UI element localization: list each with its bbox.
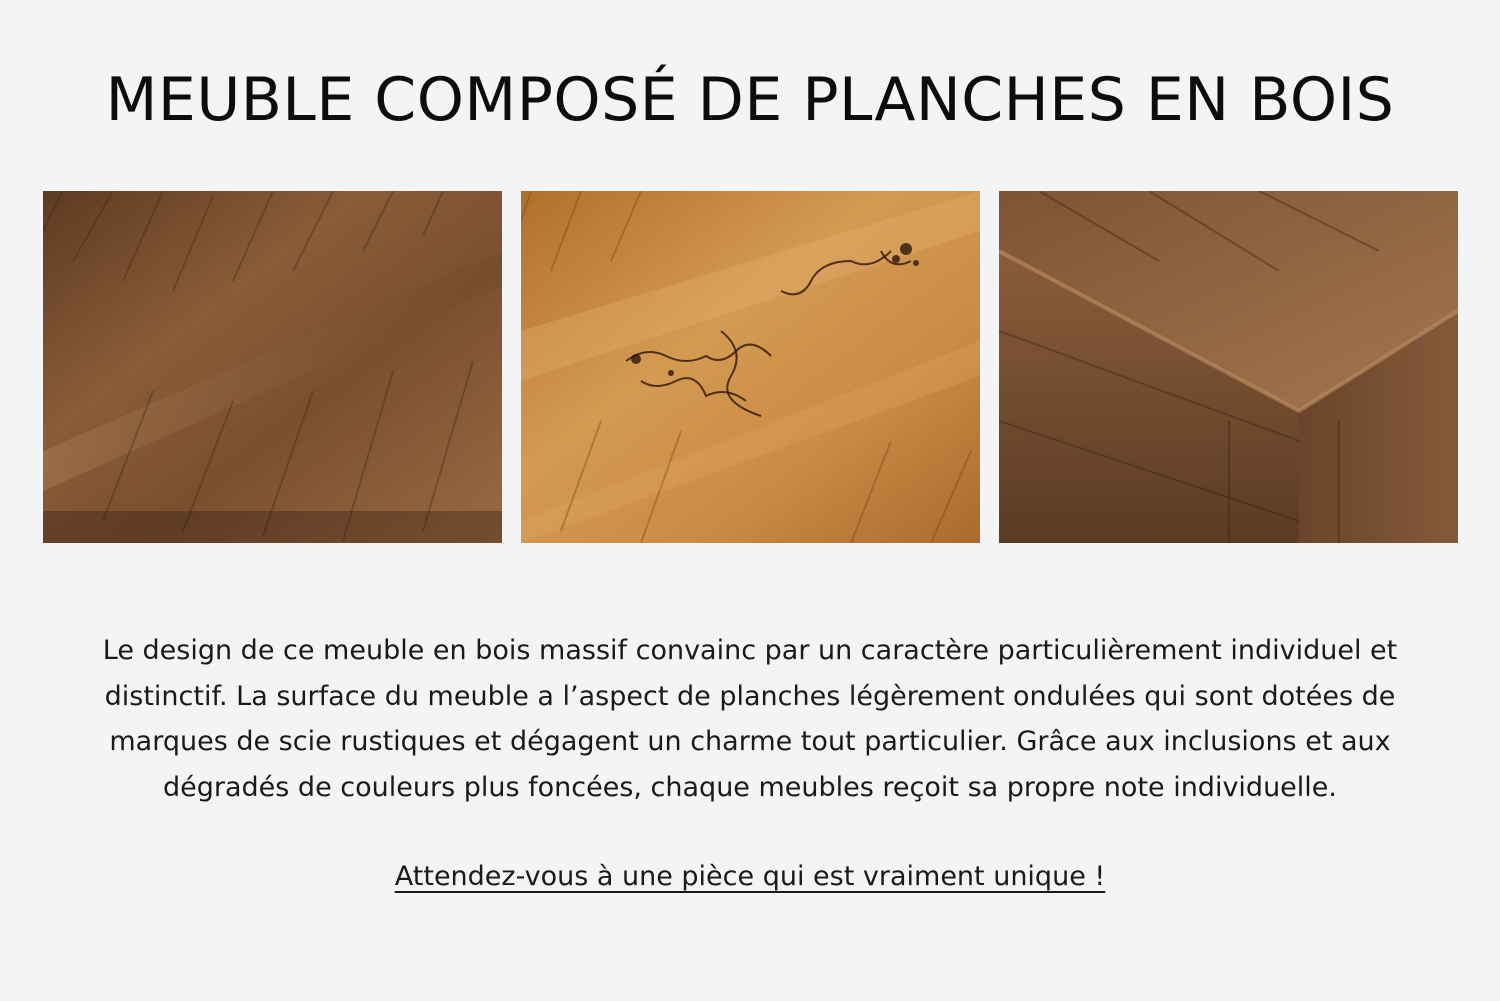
wood-surface-photo-2 <box>521 191 980 543</box>
cta-container <box>0 854 1500 899</box>
wood-texture-light-icon <box>521 191 980 543</box>
wood-texture-dark-icon <box>43 191 502 543</box>
wood-corner-photo-3 <box>999 191 1458 543</box>
image-gallery <box>43 191 1458 543</box>
product-description: Le design de ce meuble en bois massif convainc par un caractère particulièrement individuel et distinctif. La surface du meuble a l’aspect de planches légèrement ondulées qui sont dotées de marques de scie rustiques et dégagent un charme tout particulier. Grâce aux inclusions et aux dégradés de couleurs plus foncées, chaque meubles reçoit sa propre note individuelle. <box>102 635 1398 803</box>
page-title: MEUBLE COMPOSÉ DE PLANCHES EN BOIS <box>105 65 1395 135</box>
unique-piece-link[interactable]: Attendez-vous à une pièce qui est vraiment unique ! <box>394 861 1106 892</box>
wood-corner-icon <box>999 191 1458 543</box>
wood-surface-photo-1 <box>43 191 502 543</box>
